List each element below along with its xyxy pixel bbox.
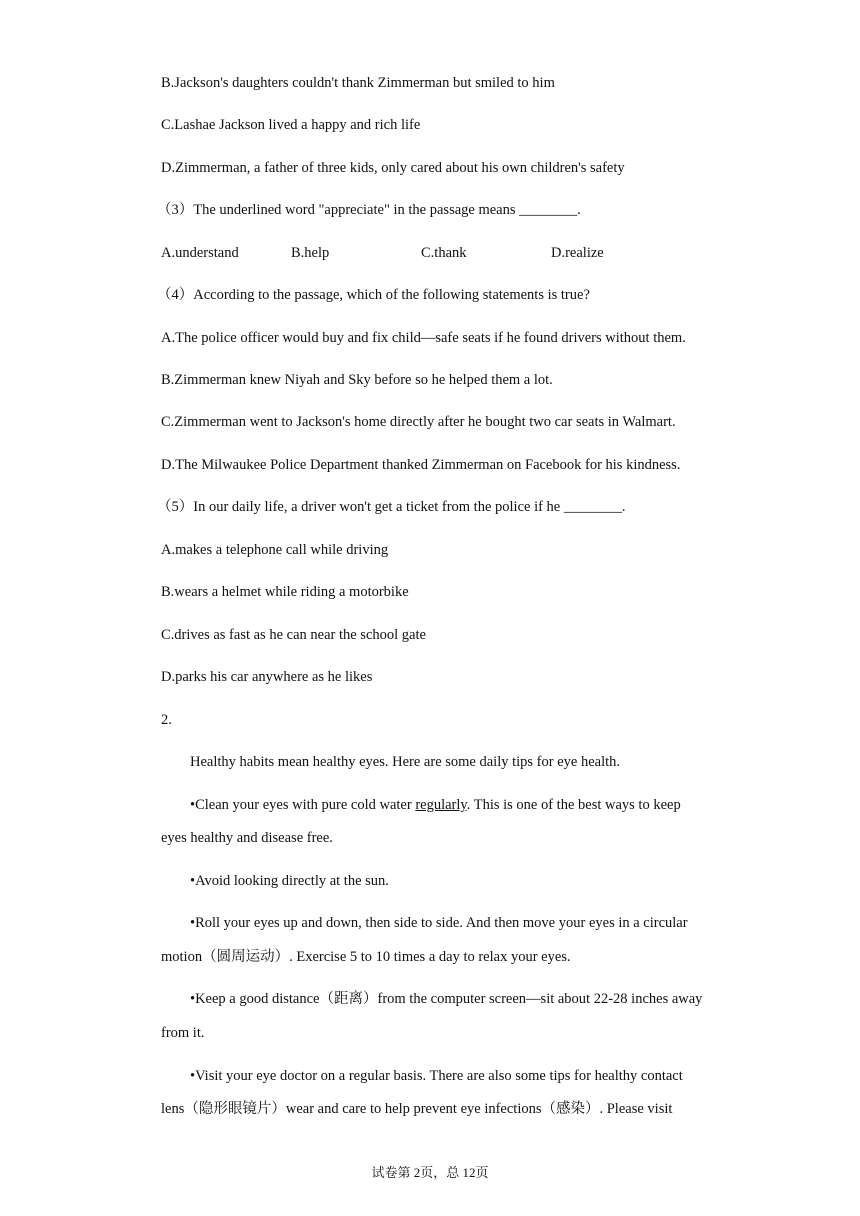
option-a: A.makes a telephone call while driving xyxy=(161,542,389,558)
option-b: B.Jackson's daughters couldn't thank Zimmerman but smiled to him xyxy=(161,75,555,91)
tip-1-line-2: eyes healthy and disease free. xyxy=(161,830,333,846)
tip-1-text: •Clean your eyes with pure cold water xyxy=(190,797,416,813)
option-b: B.Zimmerman knew Niyah and Sky before so he helped them a lot. xyxy=(161,372,553,388)
tip-1-text-cont: . This is one of the best ways to keep xyxy=(466,797,681,813)
question-3-stem: （3）The underlined word "appreciate" in the passage means ________. xyxy=(157,202,581,218)
tip-4-line-2: from it. xyxy=(161,1025,205,1041)
option-b: B.wears a helmet while riding a motorbike xyxy=(161,584,409,600)
option-c: C.Lashae Jackson lived a happy and rich life xyxy=(161,117,421,133)
option-d: D.parks his car anywhere as he likes xyxy=(161,669,373,685)
question-5-stem: （5）In our daily life, a driver won't get a ticket from the police if he ________. xyxy=(157,499,626,515)
question-3-options xyxy=(161,243,721,263)
question-4-stem: （4）According to the passage, which of the following statements is true? xyxy=(157,287,590,303)
option-d: D.The Milwaukee Police Department thanked Zimmerman on Facebook for his kindness. xyxy=(161,457,681,473)
tip-3-line-1: •Roll your eyes up and down, then side to side. And then move your eyes in a circular xyxy=(190,915,688,931)
underlined-word: regularly xyxy=(415,797,467,813)
tip-1-line-1 xyxy=(190,795,681,815)
passage-intro: Healthy habits mean healthy eyes. Here are some daily tips for eye health. xyxy=(190,754,621,770)
option-b: B.help xyxy=(291,245,330,261)
option-c: C.Zimmerman went to Jackson's home directly after he bought two car seats in Walmart. xyxy=(161,414,676,430)
option-d: D.Zimmerman, a father of three kids, only cared about his own children's safety xyxy=(161,160,625,176)
option-a: A.understand xyxy=(161,245,239,261)
option-d: D.realize xyxy=(551,245,604,261)
page-footer: 试卷第 2页，总 12页 xyxy=(371,1165,489,1180)
tip-2: •Avoid looking directly at the sun. xyxy=(190,873,389,889)
tip-5-line-1: •Visit your eye doctor on a regular basis. There are also some tips for healthy contact xyxy=(190,1068,683,1084)
tip-5-line-2: lens（隐形眼镜片）wear and care to help prevent eye infections（感染）. Please visit xyxy=(161,1101,673,1117)
option-a: A.The police officer would buy and fix child—safe seats if he found drivers without them. xyxy=(161,330,686,346)
tip-4-line-1: •Keep a good distance（距离）from the computer screen—sit about 22-28 inches away xyxy=(190,991,703,1007)
option-c: C.thank xyxy=(421,245,467,261)
passage-number: 2. xyxy=(161,712,172,728)
option-c: C.drives as fast as he can near the school gate xyxy=(161,627,426,643)
tip-3-line-2: motion（圆周运动）. Exercise 5 to 10 times a day to relax your eyes. xyxy=(161,949,571,965)
